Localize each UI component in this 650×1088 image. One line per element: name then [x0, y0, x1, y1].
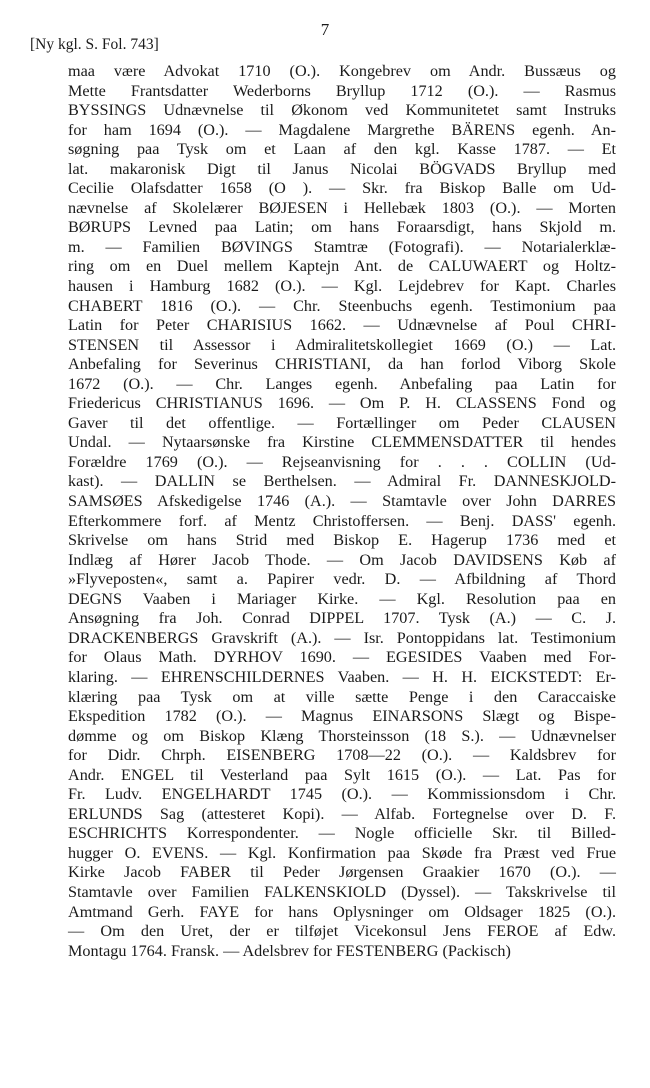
text-line: Cecilie Olafsdatter 1658 (O ). — Skr. fra Biskop Balle om Ud- [68, 179, 616, 198]
text-line: SAMSØES Afskedigelse 1746 (A.). — Stamtavle over John DARRES [68, 492, 616, 511]
text-line: Friedericus CHRISTIANUS 1696. — Om P. H. CLASSENS Fond og [68, 394, 616, 413]
text-line: Fr. Ludv. ENGELHARDT 1745 (O.). — Kommissionsdom i Chr. [68, 785, 616, 804]
text-line: DRACKENBERGS Gravskrift (A.). — Isr. Pontoppidans lat. Testimonium [68, 628, 616, 647]
text-line: Amtmand Gerh. FAYE for hans Oplysninger om Oldsager 1825 (O.). [68, 902, 616, 921]
text-line: — Om den Uret, der er tilføjet Vicekonsul Jens FEROE af Edw. [68, 922, 616, 941]
text-line: for Didr. Chrph. EISENBERG 1708—22 (O.). — Kaldsbrev for [68, 746, 616, 765]
text-line: DEGNS Vaaben i Mariager Kirke. — Kgl. Resolution paa en [68, 589, 616, 608]
text-line: Undal. — Nytaarsønske fra Kirstine CLEMMENSDATTER til hendes [68, 433, 616, 452]
text-line: STENSEN til Assessor i Admiralitetskollegiet 1669 (O.) — Lat. [68, 335, 616, 354]
text-line: Mette Frantsdatter Wederborns Bryllup 1712 (O.). — Rasmus [68, 81, 616, 100]
text-line: klaring. — EHRENSCHILDERNES Vaaben. — H. H. EICKSTEDT: Er- [68, 667, 616, 686]
text-line: Ansøgning fra Joh. Conrad DIPPEL 1707. Tysk (A.) — C. J. [68, 609, 616, 628]
text-line: BØRUPS Levned paa Latin; om hans Foraarsdigt, hans Skjold m. [68, 218, 616, 237]
text-line: Montagu 1764. Fransk. — Adelsbrev for FESTENBERG (Packisch) [68, 941, 511, 960]
text-line: maa være Advokat 1710 (O.). Kongebrev om Andr. Bussæus og [68, 62, 616, 80]
text-line: for ham 1694 (O.). — Magdalene Margrethe BÄRENS egenh. An- [68, 120, 616, 139]
text-line: Gaver til det offentlige. — Fortællinger om Peder CLAUSEN [68, 413, 616, 432]
text-line: Stamtavle over Familien FALKENSKIOLD (Dyssel). — Takskrivelse til [68, 882, 616, 901]
text-line: Ekspedition 1782 (O.). — Magnus EINARSONS Slægt og Bispe- [68, 707, 616, 726]
text-line: m. — Familien BØVINGS Stamtræ (Fotografi). — Notarialerklæ- [68, 237, 616, 256]
text-line: nævnelse af Skolelærer BØJESEN i Hellebæk 1803 (O.). — Morten [68, 198, 616, 217]
text-line: 1672 (O.). — Chr. Langes egenh. Anbefaling paa Latin for [68, 374, 616, 393]
text-line: dømme og om Biskop Klæng Thorsteinsson (18 S.). — Udnævnelser [68, 726, 616, 745]
text-line: ERLUNDS Sag (attesteret Kopi). — Alfab. Fortegnelse over D. F. [68, 804, 616, 823]
shelfmark: [Ny kgl. S. Fol. 743] [30, 36, 159, 53]
text-line: Skrivelse om hans Strid med Biskop E. Hagerup 1736 med et [68, 531, 616, 550]
text-line: lat. makaronisk Digt til Janus Nicolai BÖGVADS Bryllup med [68, 159, 616, 178]
text-line: Efterkommere forf. af Mentz Christoffersen. — Benj. DASS' egenh. [68, 511, 616, 530]
text-line: »Flyveposten«, samt a. Papirer vedr. D. — Afbildning af Thord [68, 570, 616, 589]
text-line: CHABERT 1816 (O.). — Chr. Steenbuchs egenh. Testimonium paa [68, 296, 616, 315]
text-line: Indlæg af Hører Jacob Thode. — Om Jacob DAVIDSENS Køb af [68, 550, 616, 569]
text-line: Anbefaling for Severinus CHRISTIANI, da han forlod Viborg Skole [68, 355, 616, 374]
text-line: Forældre 1769 (O.). — Rejseanvisning for . . . COLLIN (Ud- [68, 452, 616, 471]
page-number: 7 [320, 20, 330, 39]
text-line: for Olaus Math. DYRHOV 1690. — EGESIDES Vaaben med For- [68, 648, 616, 667]
text-line: ESCHRICHTS Korrespondenter. — Nogle officielle Skr. til Billed- [68, 824, 616, 843]
text-line: ring om en Duel mellem Kaptejn Ant. de CALUWAERT og Holtz- [68, 257, 616, 276]
body-text [68, 62, 616, 961]
text-line: kast). — DALLIN se Berthelsen. — Admiral Fr. DANNESKJOLD- [68, 472, 616, 491]
text-line: hausen i Hamburg 1682 (O.). — Kgl. Lejdebrev for Kapt. Charles [68, 277, 616, 296]
text-line: Latin for Peter CHARISIUS 1662. — Udnævnelse af Poul CHRI- [68, 316, 616, 335]
text-line: hugger O. EVENS. — Kgl. Konfirmation paa Skøde fra Præst ved Frue [68, 843, 616, 862]
text-line: Kirke Jacob FABER til Peder Jørgensen Graakier 1670 (O.). — [68, 863, 616, 882]
text-line: BYSSINGS Udnævnelse til Økonom ved Kommunitetet samt Instruks [68, 101, 616, 120]
text-line: klæring paa Tysk om at ville sætte Penge i den Caraccaiske [68, 687, 616, 706]
text-line: søgning paa Tysk om et Laan af den kgl. Kasse 1787. — Et [68, 140, 616, 159]
text-line: Andr. ENGEL til Vesterland paa Sylt 1615 (O.). — Lat. Pas for [68, 765, 616, 784]
